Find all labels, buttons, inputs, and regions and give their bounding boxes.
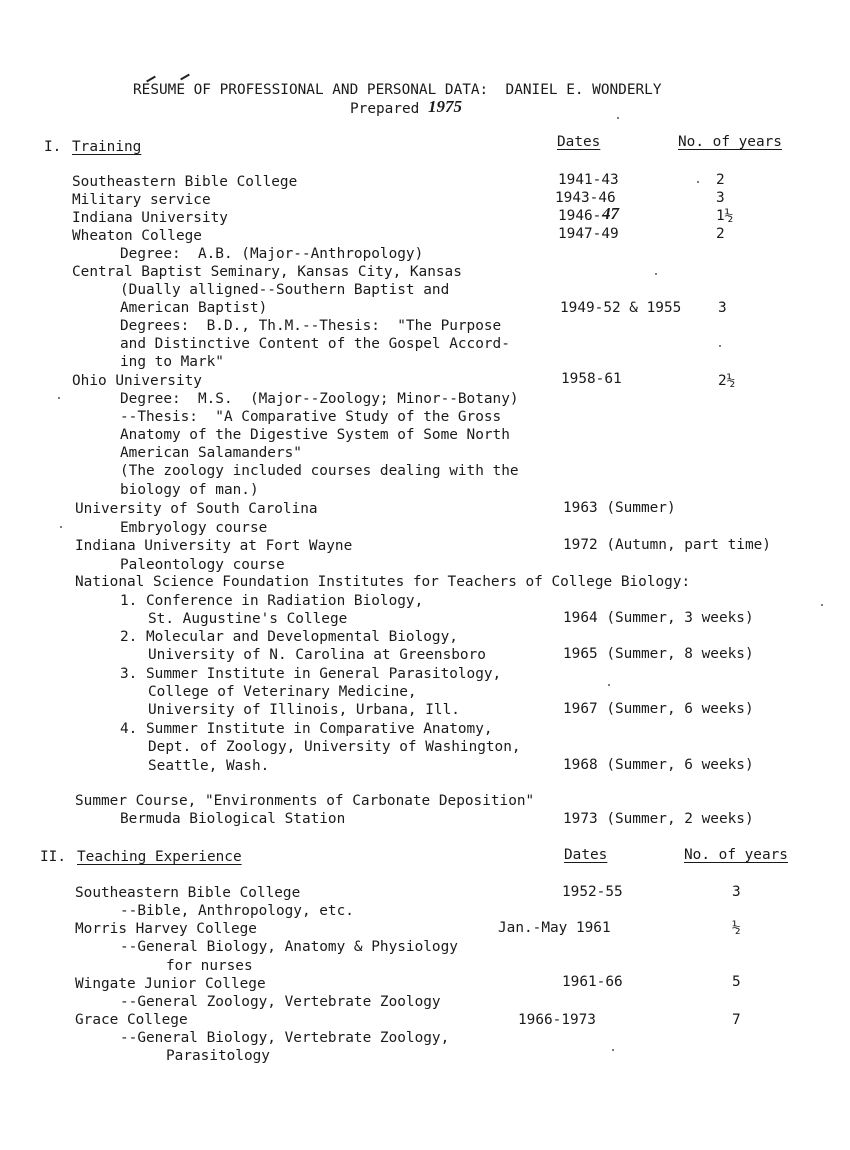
institution-name: Grace College xyxy=(75,1012,188,1028)
prepared-label: Prepared xyxy=(350,101,420,117)
section-heading: Training xyxy=(72,139,142,155)
entry-dates: 1973 (Summer, 2 weeks) xyxy=(563,811,754,827)
institution-name: Southeastern Bible College xyxy=(72,174,298,190)
entry-years: 5 xyxy=(732,974,741,990)
subject-line: for nurses xyxy=(166,958,253,974)
subject-line: Parasitology xyxy=(166,1048,270,1064)
scan-speck xyxy=(60,526,62,528)
document-title: RESUME OF PROFESSIONAL AND PERSONAL DATA: DANIEL E. WONDERLY xyxy=(133,82,662,98)
detail-line: (Dually alligned--Southern Baptist and xyxy=(120,282,450,298)
degree-line: Degrees: B.D., Th.M.--Thesis: "The Purpose xyxy=(120,318,502,334)
scan-speck xyxy=(697,181,699,183)
course-line: Embryology course xyxy=(120,520,268,536)
entry-dates: 1947-49 xyxy=(558,226,619,242)
acute-accent-mark xyxy=(180,74,190,81)
entry-years: ½ xyxy=(732,920,741,936)
entry-dates: 1967 (Summer, 6 weeks) xyxy=(563,701,754,717)
detail-line: --Thesis: "A Comparative Study of the Gross xyxy=(120,409,502,425)
entry-dates: 1949-52 & 1955 xyxy=(560,300,682,316)
entry-dates: 1941-43 xyxy=(558,172,619,188)
entry-dates: 1964 (Summer, 3 weeks) xyxy=(563,610,754,626)
institution-name: Military service xyxy=(72,192,211,208)
institute-line: Seattle, Wash. xyxy=(148,758,270,774)
institution-name: Southeastern Bible College xyxy=(75,885,301,901)
entry-dates: Jan.-May 1961 xyxy=(498,920,611,936)
subject-line: --Bible, Anthropology, etc. xyxy=(120,903,354,919)
entry-dates: 1961-66 xyxy=(562,974,623,990)
entry-years: 3 xyxy=(716,190,725,206)
entry-dates: 1946- xyxy=(558,208,602,224)
entry-dates: 1958-61 xyxy=(561,371,622,387)
institute-line: 2. Molecular and Developmental Biology, xyxy=(120,629,458,645)
section-number: II. xyxy=(40,849,66,865)
column-header-dates: Dates xyxy=(557,134,601,150)
institution-name: University of South Carolina xyxy=(75,501,318,517)
course-line: Bermuda Biological Station xyxy=(120,811,346,827)
institution-name: Indiana University xyxy=(72,210,228,226)
detail-line: biology of man.) xyxy=(120,482,259,498)
subject-line: --General Zoology, Vertebrate Zoology xyxy=(120,994,441,1010)
subject-line: --General Biology, Vertebrate Zoology, xyxy=(120,1030,450,1046)
institute-line: St. Augustine's College xyxy=(148,611,348,627)
institute-line: 1. Conference in Radiation Biology, xyxy=(120,593,424,609)
entry-dates: 1966-1973 xyxy=(518,1012,596,1028)
institution-name: Wingate Junior College xyxy=(75,976,266,992)
institute-line: University of Illinois, Urbana, Ill. xyxy=(148,702,460,718)
scan-speck xyxy=(655,273,657,275)
entry-dates: 1963 (Summer) xyxy=(563,500,676,516)
institute-line: 4. Summer Institute in Comparative Anatomy, xyxy=(120,721,493,737)
institute-line: University of N. Carolina at Greensboro xyxy=(148,647,486,663)
column-header-years: No. of years xyxy=(678,134,782,150)
institute-line: Dept. of Zoology, University of Washington, xyxy=(148,739,521,755)
scan-speck xyxy=(617,117,619,119)
entry-dates: 1972 (Autumn, part time) xyxy=(563,537,771,553)
scan-speck xyxy=(58,397,60,399)
entry-years: 1½ xyxy=(716,208,734,224)
degree-line: Degree: M.S. (Major--Zoology; Minor--Botany) xyxy=(120,391,519,407)
column-header-dates: Dates xyxy=(564,847,608,863)
entry-years: 2 xyxy=(716,172,725,188)
scan-speck xyxy=(719,345,721,347)
institution-name: Central Baptist Seminary, Kansas City, Kansas xyxy=(72,264,462,280)
course-line: Paleontology course xyxy=(120,557,285,573)
detail-line: American Baptist) xyxy=(120,300,268,316)
entry-dates: 1943-46 xyxy=(555,190,616,206)
institution-name: Wheaton College xyxy=(72,228,202,244)
subject-line: --General Biology, Anatomy & Physiology xyxy=(120,939,458,955)
institution-name: Ohio University xyxy=(72,373,202,389)
institute-line: College of Veterinary Medicine, xyxy=(148,684,417,700)
degree-line: Degree: A.B. (Major--Anthropology) xyxy=(120,246,424,262)
entry-dates: 1965 (Summer, 8 weeks) xyxy=(563,646,754,662)
scan-speck xyxy=(821,604,823,606)
prepared-year: 1975 xyxy=(428,97,462,116)
section-heading: Teaching Experience xyxy=(77,849,242,865)
detail-line: Anatomy of the Digestive System of Some North xyxy=(120,427,510,443)
institution-name: Indiana University at Fort Wayne xyxy=(75,538,353,554)
column-header-years: No. of years xyxy=(684,847,788,863)
institution-name: Morris Harvey College xyxy=(75,921,257,937)
entry-dates: 1952-55 xyxy=(562,884,623,900)
detail-line: and Distinctive Content of the Gospel Accord- xyxy=(120,336,510,352)
detail-line: (The zoology included courses dealing with the xyxy=(120,463,519,479)
course-title-line: Summer Course, "Environments of Carbonate Deposition" xyxy=(75,793,535,809)
section-number: I. xyxy=(44,139,62,155)
institute-line: 3. Summer Institute in General Parasitology, xyxy=(120,666,502,682)
scan-speck xyxy=(612,1049,614,1051)
entry-years: 2 xyxy=(716,226,725,242)
detail-line: American Salamanders" xyxy=(120,445,302,461)
detail-line: ing to Mark" xyxy=(120,354,224,370)
institution-name: National Science Foundation Institutes for Teachers of College Biology: xyxy=(75,574,691,590)
entry-years: 3 xyxy=(732,884,741,900)
entry-years: 3 xyxy=(718,300,727,316)
entry-years: 2½ xyxy=(718,373,736,389)
entry-years: 7 xyxy=(732,1012,741,1028)
entry-dates-handwritten: 47 xyxy=(602,204,619,223)
entry-dates: 1968 (Summer, 6 weeks) xyxy=(563,757,754,773)
scan-speck xyxy=(608,684,610,686)
